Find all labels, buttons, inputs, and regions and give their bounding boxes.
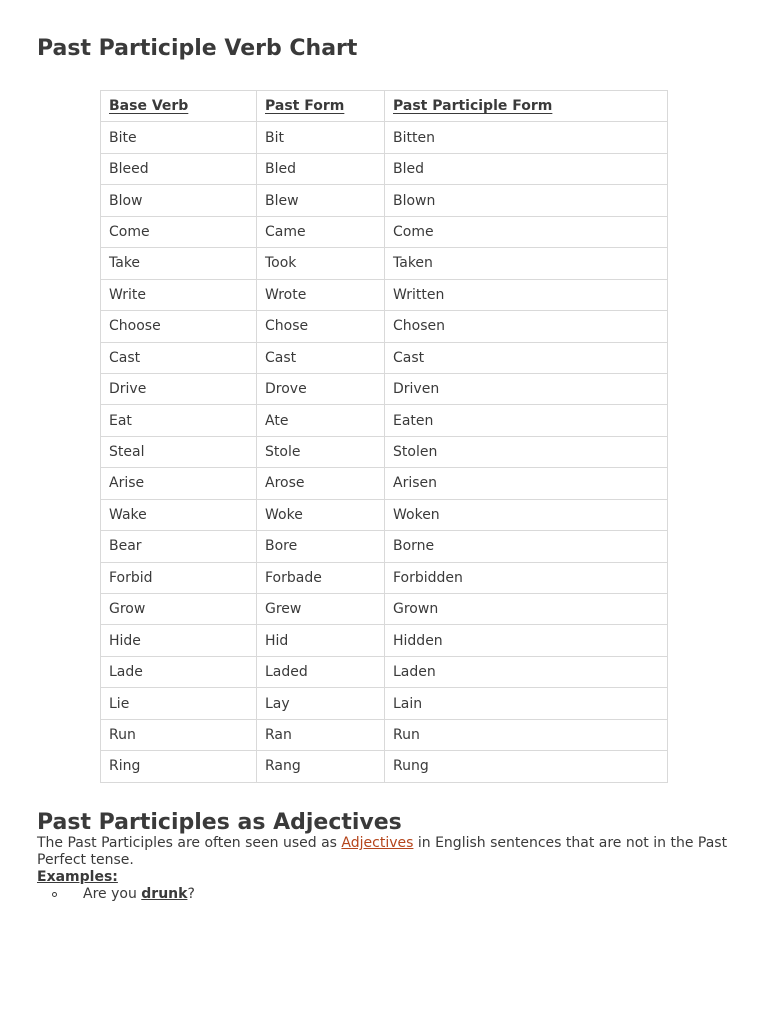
- intro-text-after: in English sentences that are not in the Past Perfect tense.: [37, 835, 728, 868]
- past-form-cell: Lay: [257, 688, 385, 719]
- past-form-cell: Ran: [257, 719, 385, 750]
- table-row: [101, 594, 668, 625]
- past-form-cell: Rang: [257, 751, 385, 782]
- past-form-cell: Chose: [257, 311, 385, 342]
- past-participle-cell: Lain: [385, 688, 668, 719]
- base-verb-cell: Ring: [101, 751, 257, 782]
- past-form-cell: Bore: [257, 531, 385, 562]
- table-row: [101, 216, 668, 247]
- past-form-cell: Ate: [257, 405, 385, 436]
- adjectives-link[interactable]: Adjectives: [341, 835, 414, 851]
- past-form-cell: Drove: [257, 373, 385, 404]
- table-row: [101, 373, 668, 404]
- past-participle-cell: Bitten: [385, 122, 668, 153]
- base-verb-cell: Grow: [101, 594, 257, 625]
- base-verb-cell: Take: [101, 248, 257, 279]
- past-participle-cell: Arisen: [385, 468, 668, 499]
- past-form-cell: Hid: [257, 625, 385, 656]
- past-form-cell: Stole: [257, 436, 385, 467]
- past-participle-cell: Forbidden: [385, 562, 668, 593]
- column-header-past-participle: Past Participle Form: [385, 91, 668, 122]
- base-verb-cell: Choose: [101, 311, 257, 342]
- past-participle-cell: Grown: [385, 594, 668, 625]
- base-verb-cell: Blow: [101, 185, 257, 216]
- table-row: [101, 656, 668, 687]
- example-keyword: drunk: [141, 886, 188, 902]
- table-row: [101, 185, 668, 216]
- column-header-past-form: Past Form: [257, 91, 385, 122]
- past-participle-cell: Written: [385, 279, 668, 310]
- base-verb-cell: Forbid: [101, 562, 257, 593]
- intro-paragraph: [37, 835, 737, 869]
- past-participle-cell: Taken: [385, 248, 668, 279]
- table-row: [101, 499, 668, 530]
- example-text-after: ?: [187, 886, 195, 902]
- past-participle-cell: Borne: [385, 531, 668, 562]
- past-form-cell: Came: [257, 216, 385, 247]
- past-form-cell: Wrote: [257, 279, 385, 310]
- past-participle-cell: Stolen: [385, 436, 668, 467]
- past-form-cell: Forbade: [257, 562, 385, 593]
- table-row: [101, 279, 668, 310]
- example-text-before: Are you: [83, 886, 142, 902]
- table-row: [101, 122, 668, 153]
- base-verb-cell: Bleed: [101, 153, 257, 184]
- past-participle-cell: Woken: [385, 499, 668, 530]
- past-participle-cell: Come: [385, 216, 668, 247]
- base-verb-cell: Lade: [101, 656, 257, 687]
- table-row: [101, 342, 668, 373]
- table-header-row: [101, 91, 668, 122]
- table-row: [101, 562, 668, 593]
- base-verb-cell: Drive: [101, 373, 257, 404]
- circle-bullet-icon: [52, 892, 57, 897]
- past-form-cell: Grew: [257, 594, 385, 625]
- past-form-cell: Laded: [257, 656, 385, 687]
- table-row: [101, 405, 668, 436]
- past-participle-cell: Run: [385, 719, 668, 750]
- base-verb-cell: Bite: [101, 122, 257, 153]
- base-verb-cell: Arise: [101, 468, 257, 499]
- past-form-cell: Cast: [257, 342, 385, 373]
- page-title: Past Participle Verb Chart: [37, 36, 358, 61]
- past-form-cell: Blew: [257, 185, 385, 216]
- past-form-cell: Arose: [257, 468, 385, 499]
- past-participle-cell: Driven: [385, 373, 668, 404]
- past-participle-cell: Rung: [385, 751, 668, 782]
- past-participle-cell: Cast: [385, 342, 668, 373]
- base-verb-cell: Write: [101, 279, 257, 310]
- base-verb-cell: Steal: [101, 436, 257, 467]
- past-participle-cell: Eaten: [385, 405, 668, 436]
- verb-chart-table: [100, 90, 668, 783]
- table-row: [101, 248, 668, 279]
- past-participle-cell: Hidden: [385, 625, 668, 656]
- past-form-cell: Bled: [257, 153, 385, 184]
- table-row: [101, 311, 668, 342]
- past-participle-cell: Laden: [385, 656, 668, 687]
- table-row: [101, 468, 668, 499]
- base-verb-cell: Hide: [101, 625, 257, 656]
- table-row: [101, 688, 668, 719]
- base-verb-cell: Cast: [101, 342, 257, 373]
- table-row: [101, 751, 668, 782]
- past-participle-cell: Blown: [385, 185, 668, 216]
- base-verb-cell: Bear: [101, 531, 257, 562]
- examples-label: Examples:: [37, 869, 118, 885]
- base-verb-cell: Run: [101, 719, 257, 750]
- past-form-cell: Took: [257, 248, 385, 279]
- base-verb-cell: Lie: [101, 688, 257, 719]
- section-heading: Past Participles as Adjectives: [37, 810, 402, 835]
- table-row: [101, 719, 668, 750]
- past-form-cell: Woke: [257, 499, 385, 530]
- base-verb-cell: Eat: [101, 405, 257, 436]
- base-verb-cell: Come: [101, 216, 257, 247]
- intro-text-before: The Past Participles are often seen used as: [37, 835, 342, 851]
- table-row: [101, 153, 668, 184]
- table-row: [101, 436, 668, 467]
- list-item: [37, 886, 195, 903]
- past-form-cell: Bit: [257, 122, 385, 153]
- past-participle-cell: Chosen: [385, 311, 668, 342]
- column-header-base-verb: Base Verb: [101, 91, 257, 122]
- table-row: [101, 531, 668, 562]
- table-row: [101, 625, 668, 656]
- base-verb-cell: Wake: [101, 499, 257, 530]
- past-participle-cell: Bled: [385, 153, 668, 184]
- example-list: [37, 886, 195, 903]
